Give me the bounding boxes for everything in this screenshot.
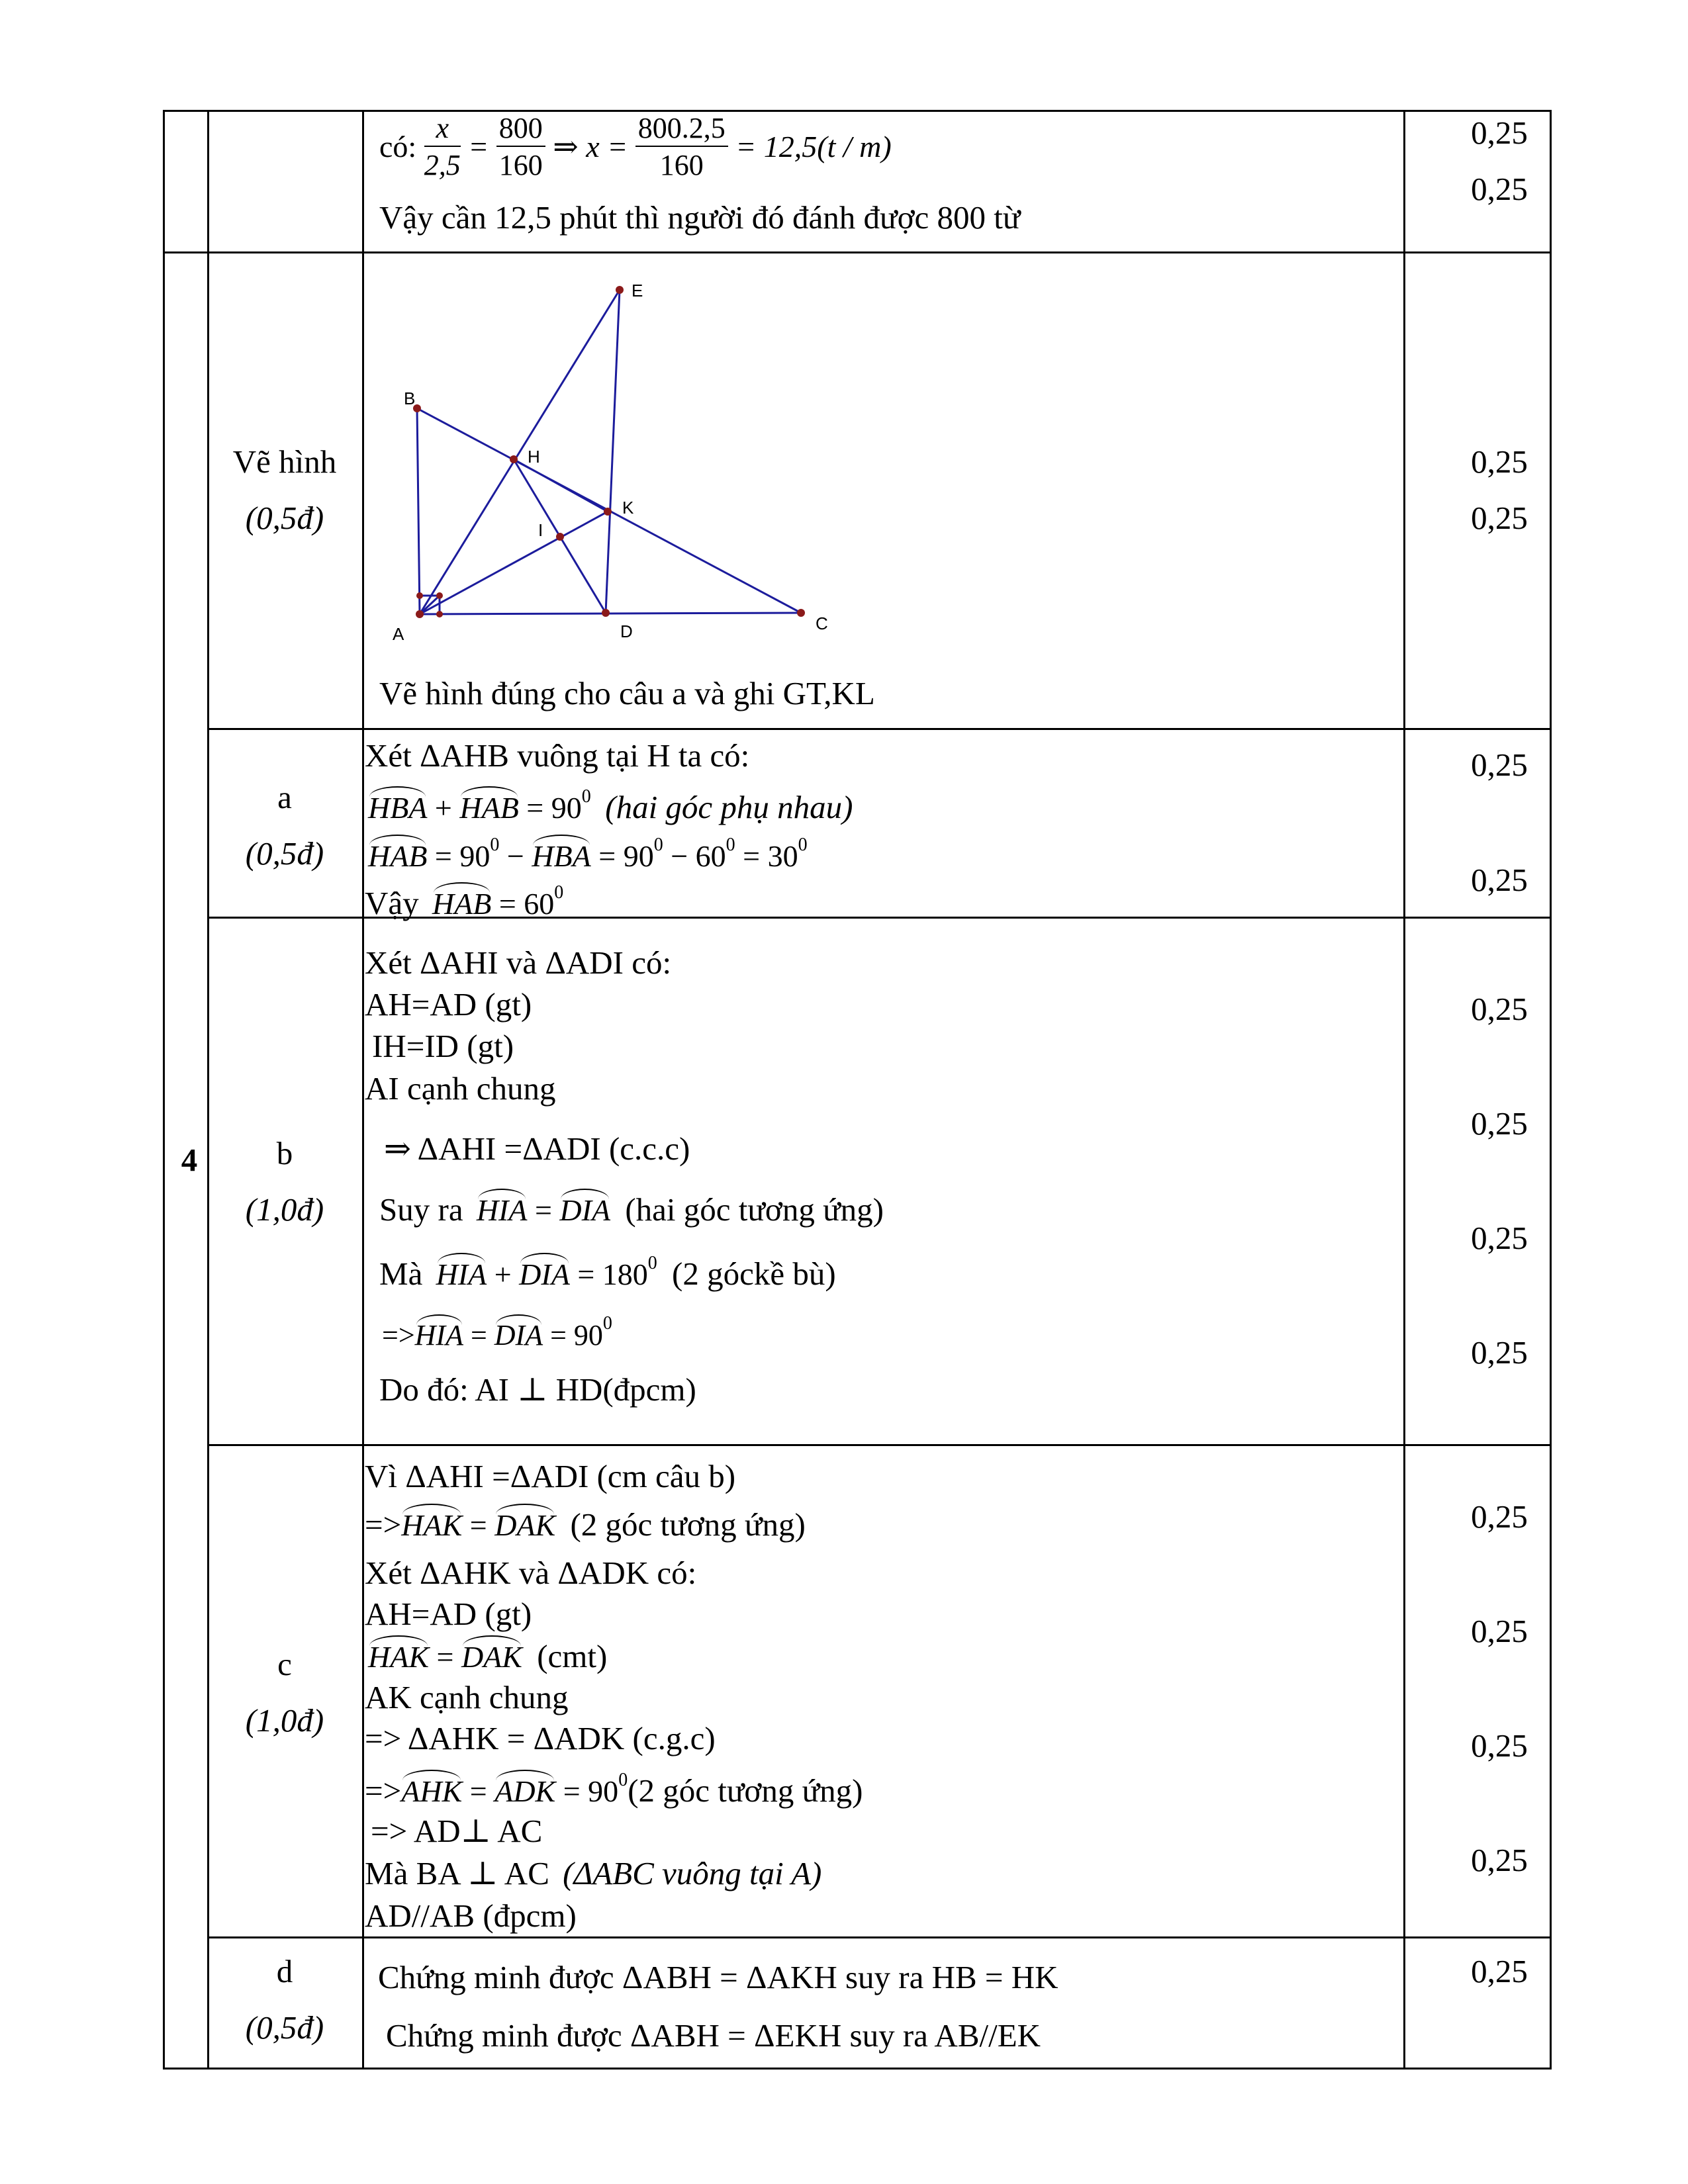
- part-c-score-2: 0,25: [1471, 1613, 1528, 1649]
- segment-AC: [420, 613, 801, 614]
- part-b-line-5: ⇒ ΔAHI =ΔADI (c.c.c): [384, 1130, 690, 1167]
- part-c-line-9: => AD⊥ AC: [371, 1813, 543, 1849]
- prev-fraction-2: $\frac{800}{160}$: [496, 114, 545, 180]
- part-a-line-3: HAB = $90^0$ − HBA = $90^0 - 60^0 = 30^0$: [368, 835, 808, 873]
- part-b-line-4: AI cạnh chung: [365, 1070, 556, 1107]
- part-b-line-1: Xét ΔAHI và ΔADI có:: [365, 944, 672, 981]
- part-d-line-2: Chứng minh được ΔABH = ΔEKH suy ra AB//EK: [386, 2017, 1041, 2054]
- point-D: [602, 609, 610, 617]
- part-b-points: (1,0đ): [245, 1191, 324, 1228]
- part-a-label: a: [277, 779, 292, 815]
- point-C: [797, 609, 805, 617]
- segment-AK: [420, 512, 608, 614]
- part-b-line-8: =>HIA = DIA = $90^0$: [382, 1313, 612, 1351]
- part-b-line-9: Do đó: AI ⊥ HD(đpcm): [379, 1371, 696, 1408]
- part-d-points: (0,5đ): [245, 2009, 324, 2046]
- part-a-line-1: Xét ΔAHB vuông tại H ta có:: [365, 737, 750, 774]
- label-H: H: [528, 447, 540, 467]
- point-E: [616, 286, 624, 294]
- prev-score-2: 0,25: [1471, 171, 1528, 207]
- part-c-points: (1,0đ): [245, 1702, 324, 1739]
- part-b-score-1: 0,25: [1471, 991, 1528, 1027]
- part-c-line-5: HAK = DAK (cmt): [368, 1638, 608, 1674]
- label-B: B: [404, 388, 416, 408]
- segment-AE: [420, 290, 620, 614]
- part-b-score-2: 0,25: [1471, 1105, 1528, 1142]
- label-E: E: [632, 281, 643, 300]
- part-c-line-7: => ΔAHK = ΔADK (c.g.c): [365, 1720, 716, 1756]
- part-c-line-6: AK cạnh chung: [365, 1679, 569, 1715]
- part-b-line-7: Mà HIA + DIA = $180^0$ (2 góckề bù): [379, 1253, 836, 1292]
- row-divider-q4: [163, 251, 1552, 253]
- part-c-line-10: Mà BA ⊥ AC (ΔABC vuông tại A): [365, 1855, 822, 1891]
- part-c-score-3: 0,25: [1471, 1727, 1528, 1764]
- part-a-score-2: 0,25: [1471, 862, 1528, 898]
- geometry-figure: [384, 271, 847, 655]
- point-mark-1: [416, 592, 423, 599]
- table-border-bottom: [163, 2068, 1552, 2070]
- question-number: 4: [181, 1142, 198, 1178]
- prev-result: = 12,5(t / m): [735, 130, 892, 163]
- row-divider-c: [207, 1444, 1552, 1446]
- segment-DE: [606, 290, 620, 613]
- point-mark-2: [436, 592, 443, 599]
- part-b-line-3: IH=ID (gt): [372, 1028, 514, 1064]
- part-a-score-1: 0,25: [1471, 747, 1528, 783]
- part-c-line-3: Xét ΔAHK và ΔADK có:: [365, 1555, 697, 1591]
- prev-equation: có: $\frac{x}{2,5}$ = $\frac{800}{160}$ ⇒ x = $\frac{800.2,5}{160}$ = 12,5(t / m): [379, 112, 892, 181]
- angle-HBA: HBA: [368, 791, 428, 825]
- part-c-line-2: =>HAK = DAK (2 góc tương ứng): [365, 1506, 806, 1543]
- part-b-score-3: 0,25: [1471, 1220, 1528, 1256]
- part-c-line-11: AD//AB (đpcm): [365, 1897, 577, 1934]
- part-b-line-2: AH=AD (gt): [365, 986, 532, 1023]
- part-a-points: (0,5đ): [245, 835, 324, 872]
- part-d-score-1: 0,25: [1471, 1953, 1528, 1989]
- part-a-line-4: Vậy HAB = $60^0$: [365, 882, 564, 921]
- prev-score-1: 0,25: [1471, 114, 1528, 151]
- part-c-line-8: =>AHK = ADK = $90^0(2$ góc tương ứng): [365, 1770, 863, 1809]
- draw-points: (0,5đ): [245, 500, 324, 536]
- angle-HAB: HAB: [459, 791, 519, 825]
- point-mark-3: [436, 611, 443, 617]
- label-I: I: [538, 520, 543, 540]
- part-a-line-2: HBA + HAB = $90^0$ (hai góc phụ nhau): [368, 786, 853, 825]
- draw-caption: Vẽ hình đúng cho câu a và ghi GT,KL: [379, 675, 875, 711]
- part-c-line-1: Vì ΔAHI =ΔADI (cm câu b): [365, 1458, 736, 1494]
- part-c-line-4: AH=AD (gt): [365, 1596, 532, 1632]
- part-b-label: b: [276, 1135, 293, 1171]
- prev-fraction-1: $\frac{x}{2,5}$: [424, 112, 461, 181]
- draw-label: Vẽ hình: [232, 443, 337, 480]
- draw-score-2: 0,25: [1471, 500, 1528, 536]
- point-A: [416, 610, 424, 618]
- table-col-divider-2: [362, 110, 364, 2070]
- point-I: [556, 533, 564, 541]
- part-c-score-4: 0,25: [1471, 1842, 1528, 1878]
- segment-AB: [417, 408, 420, 614]
- table-col-divider-3: [1403, 110, 1405, 2070]
- part-c-score-1: 0,25: [1471, 1498, 1528, 1535]
- label-A: A: [393, 624, 404, 644]
- prev-co-label: có:: [379, 130, 417, 163]
- table-col-divider-1: [207, 110, 209, 2070]
- part-c-label: c: [277, 1646, 292, 1682]
- prev-conclusion: Vậy cần 12,5 phút thì người đó đánh được 800 từ: [379, 199, 1021, 236]
- part-d-line-1: Chứng minh được ΔABH = ΔAKH suy ra HB = HK: [378, 1959, 1058, 1995]
- segment-HK: [514, 459, 608, 512]
- table-border-right: [1550, 110, 1552, 2070]
- draw-score-1: 0,25: [1471, 443, 1528, 480]
- label-C: C: [816, 614, 828, 633]
- part-d-label: d: [276, 1953, 293, 1989]
- label-K: K: [622, 498, 634, 518]
- part-b-line-6: Suy ra HIA = DIA (hai góc tương ứng): [379, 1191, 884, 1228]
- prev-implies: ⇒ x =: [553, 130, 628, 163]
- point-K: [604, 508, 612, 516]
- point-H: [510, 455, 518, 463]
- part-b-score-4: 0,25: [1471, 1334, 1528, 1371]
- label-D: D: [620, 621, 633, 641]
- part-a-note: (hai góc phụ nhau): [605, 789, 853, 825]
- row-divider-d: [207, 1936, 1552, 1938]
- row-divider-a: [207, 728, 1552, 730]
- table-border-left: [163, 110, 165, 2070]
- table-border-top: [163, 110, 1552, 112]
- prev-fraction-3: $\frac{800.2,5}{160}$: [635, 114, 728, 180]
